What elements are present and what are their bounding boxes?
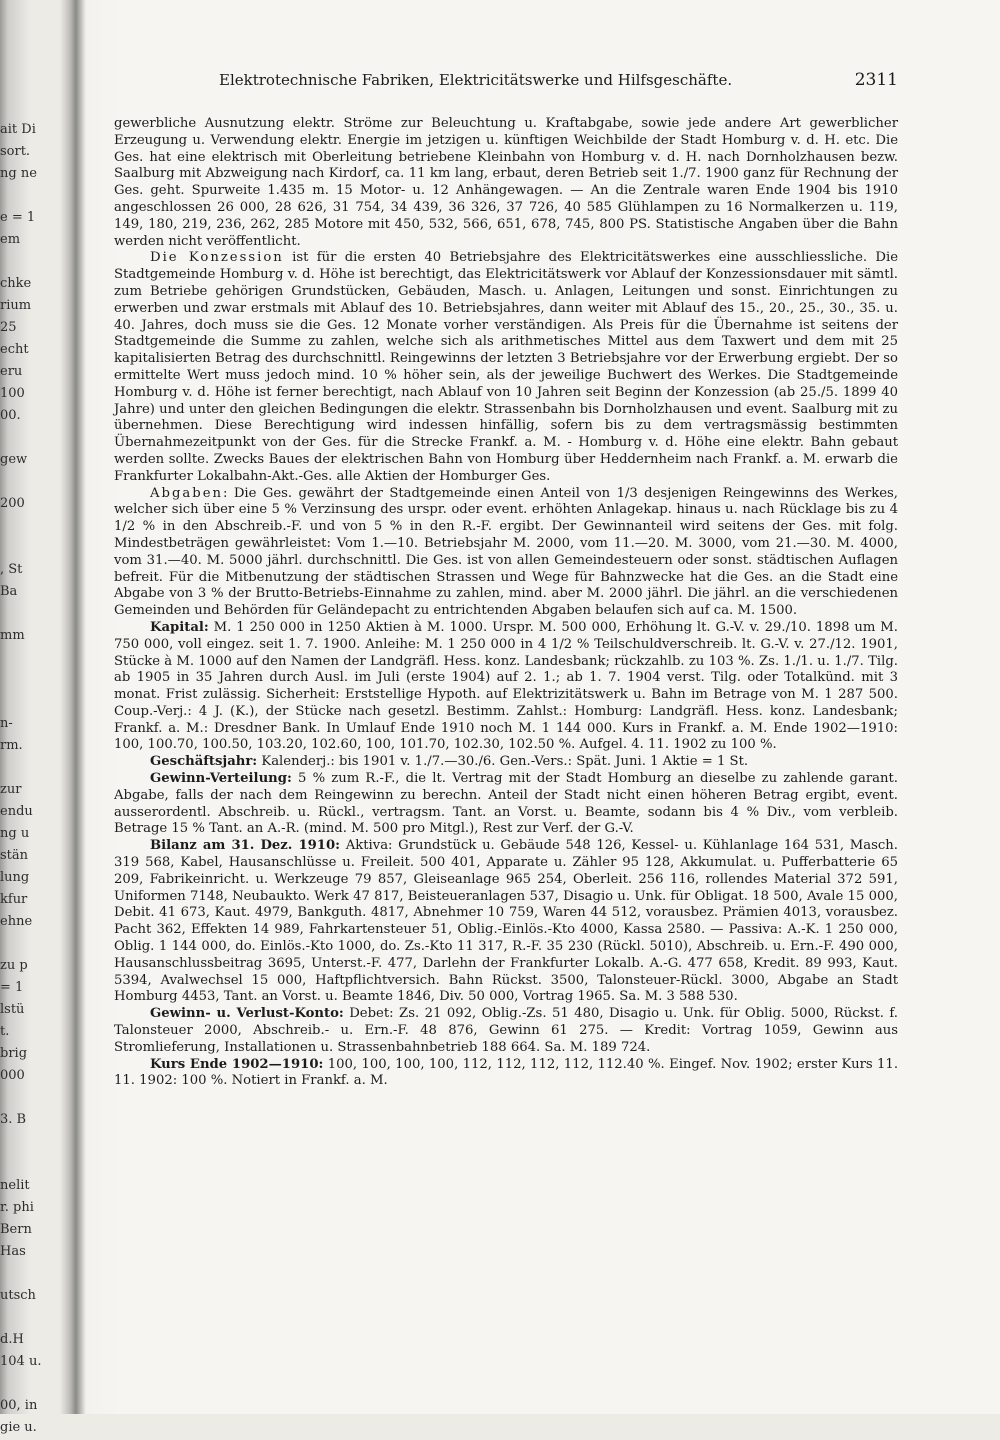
margin-fragment: endu (0, 804, 33, 819)
margin-fragment: 104 u. (0, 1354, 42, 1369)
margin-fragment: 00, in (0, 1398, 38, 1413)
margin-fragment (0, 538, 72, 560)
margin-fragment: 100 (0, 386, 25, 401)
margin-fragment: 00. (0, 408, 21, 423)
margin-fragment: e = 1 (0, 210, 36, 225)
paragraph-text: : Die Ges. gewährt der Stadtgemeinde einen Anteil von 1/3 desjenigen Reingewinns des Werkes, welcher sich über eine 5 % Verzinsung des urspr. oder event. erhöhten Anlagekap. hinaus u. nach Rücklage bis zu 4 1/2 % in den Abschreib.-F. und von 5 % in den R.-F. ergibt. Der Gewinnanteil wird seitens der Ges. mit folg. Mindestbeträgen gewährleistet: Vom 1.—10. Betriebsjahr M. 2000, vom 11.—20. M. 3000, vom 21.—30. M. 4000, vom 31.—40. M. 5000 jährl. durchschnittl. Die Ges. ist von allen Gemeindesteuern oder sonst. städtischen Auflagen befreit. Für die Mitbenutzung der städtischen Strassen und Wege für Bahnzwecke hat die Ges. an die Stadt eine Abgabe von 3 % der Brutto-Betriebs-Einnahme zu zahlen, mind. aber M. 2000 jährl. Die jährl. an die verschiedenen Gemeinden und Behörden für Geländepacht zu entrichtenden Abgaben belaufen sich auf ca. M. 1500. (114, 485, 898, 619)
margin-fragment: gie u. (0, 1420, 37, 1435)
margin-fragment: , St (0, 562, 23, 577)
margin-fragment: Bern (0, 1222, 32, 1237)
margin-fragment (0, 758, 72, 780)
margin-fragment: Ba (0, 584, 18, 599)
paragraph-text: ist für die ersten 40 Betriebsjahre des Elektricitätswerkes eine ausschliessliche. Die Stadtgemeinde Homburg v. d. Höhe ist berechtigt, das Elektricitätswerk vor Ablauf der Konzessionsdauer mit sämtl. zum Betriebe gehörigen Grundstücken, Gebäuden, Masch. u. Anlagen, Leitungen und sonst. Einrichtungen zu erwerben und zwar erstmals mit Ablauf des 10. Betriebsjahres, dann weiter mit Ablauf des 15., 20., 25., 30., 35. u. 40. Jahres, doch muss sie die Ges. 12 Monate vorher verständigen. Als Preis für die Übernahme ist seitens der Stadtgemeinde die Summe zu zahlen, welche sich als arithmetisches Mittel aus dem Taxwert und dem mit 25 kapitalisierten Betrag des durchschnittl. Reingewinns der letzten 3 Betriebsjahre vor der Erwerbung ergiebt. Der so ermittelte Wert muss jedoch mind. 10 % höher sein, als der jeweilige Buchwert des Werkes. Die Stadtgemeinde Homburg v. d. Höhe ist ferner berechtigt, nach Ablauf von 10 Jahren seit Beginn der Konzession (ab 25./5. 1899 40 Jahre) und unter den gleichen Bedingungen die elektr. Strassenbahn bis Dornholzhausen und event. Saalburg mit zu übernehmen. Diese Berechtigung wird indessen hinfällig, sofern bis zu dem vertragsmässig bestimmten Übernahmezeitpunkt von der Ges. für die Strecke Frankf. a. M. - Homburg v. d. Höhe eine elektr. Bahn gebaut werden sollte. Zwecks Baues der elektrischen Bahn von Homburg über Heddernheim nach Frankf. a. M. erwarb die Frankfurter Lokalbahn-Akt.-Ges. alle Aktien der Homburger Ges. (114, 250, 898, 484)
margin-fragment: nelit (0, 1178, 30, 1193)
paragraph-text: Debet: Zs. 21 092, Oblig.-Zs. 51 480, Disagio u. Unk. für Oblig. 5000, Rückst. f. Talonsteuer 2000, Abschreib.- u. Ern.-F. 48 876, Gewinn 61 275. — Kredit: Vortrag 1059, Gewinn aus Stromlieferung, Installationen u. Strassenbahnbetrieb 188 664. Sa. M. 189 724. (114, 1006, 898, 1055)
margin-fragment: ng u (0, 826, 30, 841)
margin-fragment: n- (0, 716, 13, 731)
paragraph-label: Geschäftsjahr: (150, 754, 258, 770)
margin-fragment: Has (0, 1244, 26, 1259)
margin-fragment: lung (0, 870, 30, 885)
margin-fragment (0, 1264, 72, 1286)
margin-fragment (0, 428, 72, 450)
margin-fragment: sort. (0, 144, 31, 159)
margin-fragment: ait Di (0, 122, 36, 137)
margin-fragment: brig (0, 1046, 28, 1061)
running-title: Elektrotechnische Fabriken, Elektricitätswerke und Hilfsgeschäfte. (219, 71, 733, 89)
paragraph-label: Die Konzession (150, 250, 284, 266)
running-header (219, 70, 898, 90)
paragraph-text: gewerbliche Ausnutzung elektr. Ströme zur Beleuchtung u. Kraftabgabe, sowie jede andere Art gewerblicher Erzeugung u. Verwendung elektr. Energie im jetzigen u. künftigen Weichbilde der Stadt Homburg v. d. H. etc. Die Ges. hat eine elektrisch mit Oberleitung betriebene Kleinbahn von Homburg v. d. H. nach Dornholzhausen bezw. Saalburg mit Abzweigung nach Kirdorf, ca. 11 km lang, erbaut, deren Betrieb seit 1./7. 1900 ganz für Rechnung der Ges. geht. Spurweite 1.435 m. 15 Motor- u. 12 Anhängewagen. — An die Zentrale waren Ende 1904 bis 1910 angeschlossen 26 000, 28 626, 31 754, 34 439, 36 326, 37 726, 40 585 Glühlampen zu 16 Normalkerzen u. 119, 149, 180, 219, 236, 262, 285 Motore mit 450, 532, 566, 651, 678, 745, 800 PS. Statistische Angaben über die Bahn werden nicht veröffentlicht. (114, 116, 898, 249)
margin-fragment (0, 670, 72, 692)
paragraph-text: Aktiva: Grundstück u. Gebäude 548 126, Kessel- u. Kühlanlage 164 531, Masch. 319 568, Kabel, Hausanschlüsse u. Freileit. 500 401, Apparate u. Zähler 95 128, Akkumulat. u. Pufferbatterie 65 209, Fabrikeinricht. u. Werkzeuge 79 857, Gleiseanlage 965 254, Oberleit. 256 116, rollendes Material 372 591, Uniformen 7148, Neubaukto. Werk 47 817, Beisteueranlagen 537, Disagio u. Unk. für Obligat. 18 500, Avale 15 000, Debit. 41 673, Kaut. 4979, Bankguth. 4817, Abnehmer 10 759, Waren 44 512, vorausbez. Prämien 4013, vorausbez. Pacht 362, Effekten 14 989, Fahrkartensteuer 51, Oblig.-Einlös.-Kto 4000, Kassa 2580. — Passiva: A.-K. 1 250 000, Oblig. 1 144 000, do. Einlös.-Kto 1000, do. Zs.-Kto 11 317, R.-F. 35 230 (Rückl. 5010), Abschreib. u. Ern.-F. 490 000, Hausanschlussbeitrag 3695, Unterst.-F. 477, Darlehn der Frankfurter Lokalb. A.-G. 477 658, Kredit. 89 993, Kaut. 5394, Avalwechsel 15 000, Haftpflichtversich. Bahn Rückst. 3500, Talonsteuer-Rückl. 3000, Abgabe an Stadt Homburg 4453, Tant. an Vorst. u. Beamte 1846, Div. 50 000, Vortrag 1965. Sa. M. 3 588 530. (114, 838, 898, 1005)
margin-fragment (0, 472, 72, 494)
paragraph-text: M. 1 250 000 in 1250 Aktien à M. 1000. Urspr. M. 500 000, Erhöhung lt. G.-V. v. 29./10. 1898 um M. 750 000, voll eingez. seit 1. 7. 1900. Anleihe: M. 1 250 000 in 4 1/2 % Teilschuldverschreib. lt. G.-V. v. 27./12. 1901, Stücke à M. 1000 auf den Namen der Landgräfl. Hess. konz. Landesbank; rückzahlb. zu 103 %. Zs. 1./1. u. 1./7. Tilg. ab 1905 in 35 Jahren durch Ausl. im Juli (erste 1904) auf 2. 1.; ab 1. 7. 1904 verst. Tilg. oder Totalkünd. mit 3 monat. Frist zulässig. Sicherheit: Erststellige Hypoth. auf Elektrizitätswerk u. Bahn im Betrage von M. 1 287 500. Coup.-Verj.: 4 J. (K.), der Stücke nach gesetzl. Bestimm. Zahlst.: Homburg: Landgräfl. Hess. konz. Landesbank; Frankf. a. M.: Dresdner Bank. In Umlauf Ende 1910 noch M. 1 144 000. Kurs in Frankf. a. M. Ende 1902—1910: 100, 100.70, 100.50, 103.20, 102.60, 100, 101.70, 102.30, 102.50 %. Aufgel. 4. 11. 1902 zu 100 %. (114, 619, 898, 753)
margin-fragment: stän (0, 848, 29, 863)
margin-fragment: eru (0, 364, 23, 379)
paragraph-label: Kurs Ende 1902—1910: (150, 1056, 324, 1072)
margin-fragment: em (0, 232, 21, 247)
margin-fragment: t. (0, 1024, 10, 1039)
margin-fragment (0, 1088, 72, 1110)
margin-fragment: zur (0, 782, 22, 797)
margin-fragment (0, 1132, 72, 1154)
margin-fragment (0, 692, 72, 714)
paragraph-label: Abgaben (150, 485, 224, 501)
margin-fragment (0, 934, 72, 956)
adjacent-page-margin (0, 120, 72, 1435)
paragraph-label: Gewinn-Verteilung: (150, 771, 292, 787)
paragraph-konzession (114, 250, 898, 485)
paragraph-kapital (114, 620, 898, 754)
margin-fragment: gew (0, 452, 28, 467)
margin-fragment: 200 (0, 496, 25, 511)
margin-fragment: zu p (0, 958, 28, 973)
margin-fragment: chke (0, 276, 32, 291)
paragraph-geschaeftsjahr (114, 754, 898, 771)
margin-fragment: 3. B (0, 1112, 27, 1127)
margin-fragment (0, 604, 72, 626)
paragraph-text: 100, 100, 100, 100, 112, 112, 112, 112, 112.40 %. Eingef. Nov. 1902; erster Kurs 11. 11. 1902: 100 %. Notiert in Frankf. a. M. (114, 1056, 899, 1089)
margin-fragment: utsch (0, 1288, 36, 1303)
margin-fragment: rium (0, 298, 32, 313)
page-number: 2311 (854, 70, 898, 90)
margin-fragment: echt (0, 342, 29, 357)
paragraph-intro (114, 116, 898, 250)
margin-fragment: d.H (0, 1332, 24, 1347)
margin-fragment (0, 516, 72, 538)
margin-fragment: r. phi (0, 1200, 34, 1215)
margin-fragment (0, 252, 72, 274)
paragraph-kurs (114, 1057, 898, 1091)
margin-fragment: rm. (0, 738, 23, 753)
paragraph-gewinn-verlust (114, 1006, 898, 1056)
paragraph-text: 5 % zum R.-F., die lt. Vertrag mit der Stadt Homburg an dieselbe zu zahlende garant. Abgabe, falls der nach dem Reingewinn zu berechn. Anteil der Stadt nicht einen höheren Betrag ergibt, event. ausserordentl. Abschreib. u. Rückl., vertragsm. Tant. an Vorst. u. Beamte, sodann bis 4 % Div., vom verbleib. Betrage 15 % Tant. an A.-R. (mind. M. 500 pro Mitgl.), Rest zur Verf. der G.-V. (114, 771, 898, 837)
margin-fragment (0, 186, 72, 208)
margin-fragment (0, 1374, 72, 1396)
paragraph-gewinn-verteilung (114, 771, 898, 838)
paragraph-label: Bilanz am 31. Dez. 1910: (150, 838, 341, 854)
paragraph-label: Gewinn- u. Verlust-Konto: (150, 1006, 344, 1022)
document-page (114, 70, 898, 1090)
margin-fragment (0, 648, 72, 670)
margin-fragment: = 1 (0, 980, 24, 995)
paragraph-label: Kapital: (150, 619, 209, 635)
margin-fragment: ng ne (0, 166, 37, 181)
margin-fragment (0, 1308, 72, 1330)
paragraph-abgaben (114, 486, 898, 620)
margin-fragment: 000 (0, 1068, 25, 1083)
margin-fragment: lstü (0, 1002, 25, 1017)
margin-fragment: 25 (0, 320, 17, 335)
margin-fragment (0, 1154, 72, 1176)
margin-fragment: mm (0, 628, 25, 643)
paragraph-bilanz (114, 838, 898, 1006)
margin-fragment: kfur (0, 892, 28, 907)
paragraph-text: Kalenderj.: bis 1901 v. 1./7.—30./6. Gen.-Vers.: Spät. Juni. 1 Aktie = 1 St. (257, 754, 749, 770)
margin-fragment: ehne (0, 914, 33, 929)
